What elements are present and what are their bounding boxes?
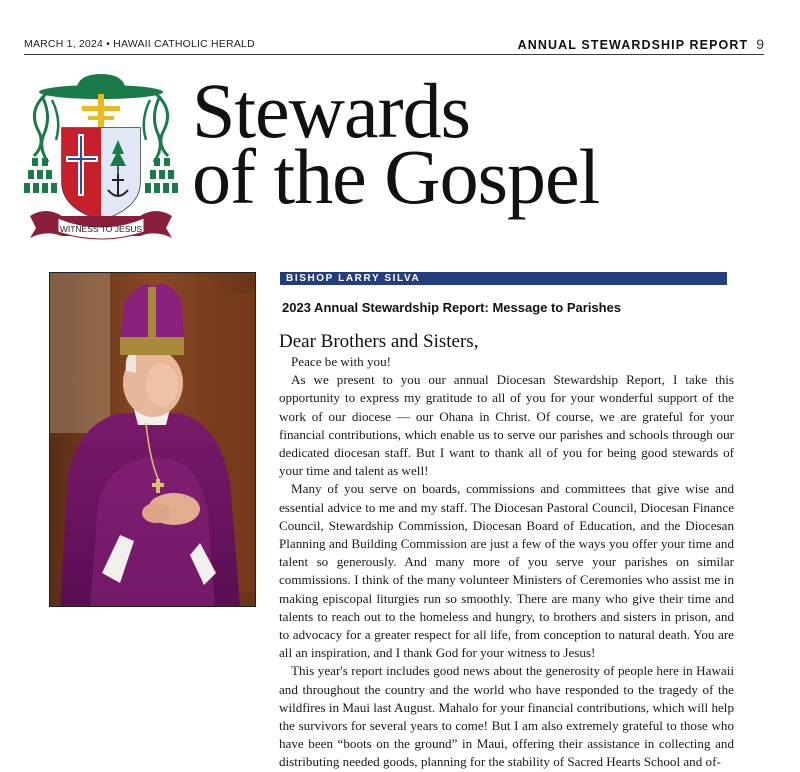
page-number: 9 <box>756 36 764 52</box>
paragraph-gratitude: As we present to you our annual Diocesan Stewardship Report, I take this opportunity to express my gratitude to all of you for your wonderful support of the work of our diocese — our Ohana in Christ. Of course, we are grateful for your financial contributions, which enable us to serve our parishes and schools through our dedicated diocesan staff. But I want to thank all of you for being good stewards of your time and talent as well! <box>279 372 734 479</box>
episcopal-coat-of-arms-icon <box>22 70 180 242</box>
section-title <box>518 36 764 52</box>
masthead-title <box>192 67 752 220</box>
crest-motto: WITNESS TO JESUS <box>59 224 143 234</box>
bishop-portrait-image <box>50 273 255 606</box>
letter-salutation: Dear Brothers and Sisters, <box>279 331 479 352</box>
article-subhead: 2023 Annual Stewardship Report: Message to Parishes <box>282 300 622 315</box>
issue-date-and-publication: MARCH 1, 2024 • HAWAII CATHOLIC HERALD <box>24 38 255 50</box>
paragraph-maui-wildfires: This year's report includes good news about the generosity of people here in Hawaii and throughout the country and the world who have responded to the tragedy of the wildfires in Maui last August. Mahalo for your financial contributions, which will help the survivors for several years to come! But I am also extremely grateful to those who have been “boots on the ground” in Maui, offering their assistance in collecting and distributing needed goods, planning for the stability of Sacred Hearts School and of- <box>279 663 734 770</box>
masthead-line-1: Stewards <box>192 67 470 154</box>
author-byline-bar: BISHOP LARRY SILVA <box>280 272 727 285</box>
masthead-line-2: of the Gospel <box>192 133 600 220</box>
section-label: ANNUAL STEWARDSHIP REPORT <box>517 38 749 52</box>
article-body <box>279 353 734 772</box>
paragraph-greeting: Peace be with you! <box>291 354 391 369</box>
paragraph-boards-and-volunteers: Many of you serve on boards, commissions and committees that give wise and essential advice to me and my staff. The Diocesan Pastoral Council, Diocesan Finance Council, Stewardship Commission, Diocesan Board of Education, and the Diocesan Planning and Building Commission are just a few of the ways you offer your time and talent so generously. And many more of you serve your parishes on similar commissions. I think of the many volunteer Ministers of Ceremonies who assist me in making episcopal liturgies run so smoothly. There are many who give their time and talents to reach out to the homeless and hungry, to brothers and sisters in prison, and to advocacy for a greater respect for all life, from conception to natural death. You are all an inspiration, and I thank God for your witness to Jesus! <box>279 481 734 661</box>
running-header <box>24 34 764 55</box>
bishop-portrait-photo <box>49 272 256 607</box>
